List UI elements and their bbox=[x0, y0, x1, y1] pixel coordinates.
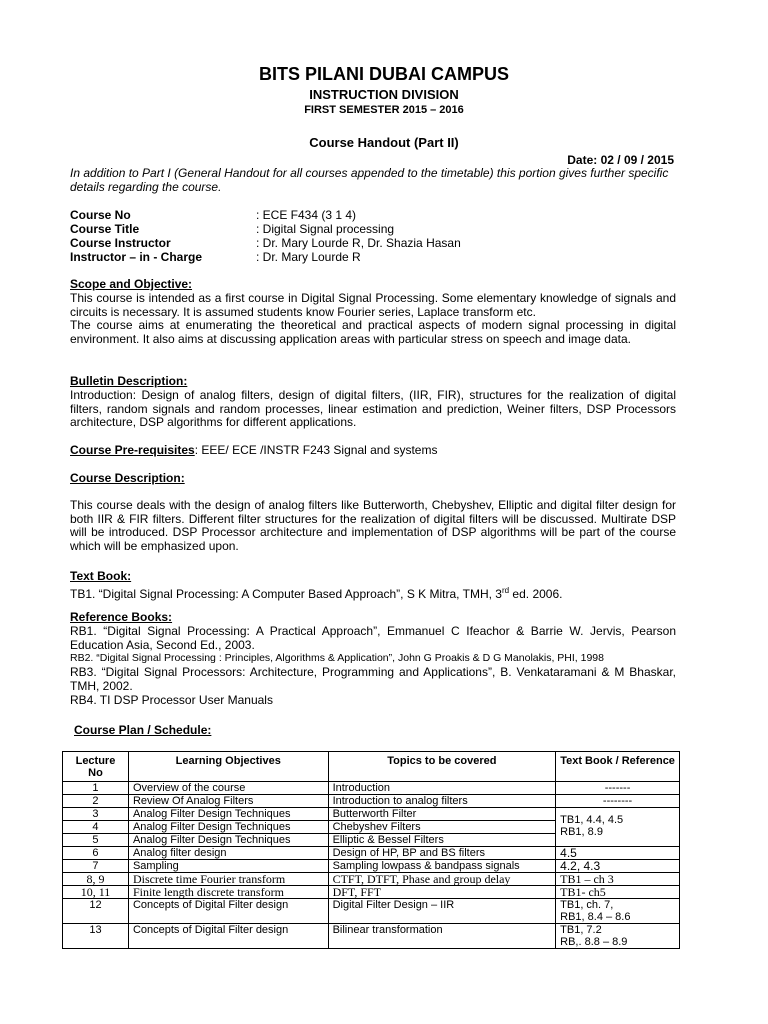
cell-ref bbox=[556, 899, 680, 924]
course-info-key: Instructor – in - Charge bbox=[70, 250, 203, 264]
prereq-text: : EEE/ ECE /INSTR F243 Signal and systems bbox=[194, 443, 438, 457]
cell-topic: Design of HP, BP and BS filters bbox=[328, 847, 556, 860]
campus-title: BITS PILANI DUBAI CAMPUS bbox=[258, 64, 509, 84]
reference-item: RB4. TI DSP Processor User Manuals bbox=[70, 692, 273, 707]
cell-no: 8, 9 bbox=[63, 873, 129, 886]
cell-objective: Finite length discrete transform bbox=[128, 886, 328, 899]
table-row bbox=[63, 860, 680, 873]
cell-ref-merged bbox=[556, 808, 680, 847]
cell-no: 7 bbox=[63, 860, 129, 873]
cell-ref: 4.5 bbox=[556, 847, 680, 860]
plan-section bbox=[74, 724, 680, 738]
ref-line: RB,. 8.8 – 8.9 bbox=[560, 936, 628, 948]
cell-objective: Review Of Analog Filters bbox=[128, 795, 328, 808]
course-info-row bbox=[70, 236, 461, 250]
ref-line: RB1, 8.4 – 8.6 bbox=[560, 911, 631, 923]
cell-topic: Sampling lowpass & bandpass signals bbox=[328, 860, 556, 873]
course-info-row bbox=[70, 222, 461, 236]
course-info-value: : ECE F434 (3 1 4) bbox=[256, 208, 357, 222]
header-topics: Topics to be covered bbox=[328, 752, 556, 782]
cell-objective: Sampling bbox=[128, 860, 328, 873]
cell-objective: Analog filter design bbox=[128, 847, 328, 860]
handout-title: Course Handout (Part II) bbox=[309, 135, 459, 150]
handout-date: Date: 02 / 09 / 2015 bbox=[567, 153, 674, 167]
course-info-row bbox=[70, 250, 461, 264]
description-section bbox=[70, 472, 676, 554]
cell-ref: -------- bbox=[556, 795, 680, 808]
reference-item: RB3. “Digital Signal Processors: Architecture, Programming and Applications”, B. Venkataramani & M Bhaskar, TMH, 2002. bbox=[70, 665, 676, 693]
intro-paragraph: In addition to Part I (General Handout for all courses appended to the timetable) this portion gives further specific details regarding the course. bbox=[70, 166, 669, 194]
cell-objective: Concepts of Digital Filter design bbox=[128, 924, 328, 949]
table-row bbox=[63, 847, 680, 860]
references-section bbox=[70, 611, 676, 708]
cell-no: 13 bbox=[63, 924, 129, 949]
cell-objective: Analog Filter Design Techniques bbox=[128, 808, 328, 821]
textbook-entry bbox=[70, 584, 676, 602]
table-row bbox=[63, 808, 680, 821]
cell-topic: Introduction bbox=[328, 782, 556, 795]
scope-section bbox=[70, 278, 676, 347]
textbook-text-after: ed. 2006. bbox=[509, 586, 563, 601]
cell-topic: Introduction to analog filters bbox=[328, 795, 556, 808]
cell-objective: Discrete time Fourier transform bbox=[128, 873, 328, 886]
cell-objective: Overview of the course bbox=[128, 782, 328, 795]
course-info-value: : Dr. Mary Lourde R bbox=[256, 250, 361, 264]
cell-no: 6 bbox=[63, 847, 129, 860]
description-paragraph: This course deals with the design of analog filters like Butterworth, Chebyshev, Elliptic and digital filter design for both IIR & FIR filters. Different filter structures for the realization of digital filters will be discussed. Multirate DSP will be introduced. DSP Processor architecture and implementation of DSP algorithms will be part of the course which will be emphasized upon. bbox=[70, 497, 676, 554]
cell-ref: TB1 – ch 3 bbox=[556, 873, 680, 886]
header-text-book: Text Book / Reference bbox=[556, 752, 680, 782]
ref-line: TB1, ch. 7, bbox=[560, 899, 614, 911]
bulletin-title: Bulletin Description: bbox=[70, 374, 188, 388]
bulletin-paragraph: Introduction: Design of analog filters, design of digital filters, (IIR, FIR), structures for the realization of digital filters, random signals and random processes, linear estimation and prediction, Weiner filters, DSP Processors architecture, DSP algorithms for different applications. bbox=[70, 387, 676, 430]
course-info-row bbox=[70, 208, 461, 222]
cell-topic: Chebyshev Filters bbox=[328, 821, 556, 834]
scope-title: Scope and Objective: bbox=[70, 277, 193, 291]
reference-item: RB2. “Digital Signal Processing : Principles, Algorithms & Application”, John G Proakis & D G Manolakis, PHI, 1998 bbox=[70, 652, 604, 665]
prereq-section bbox=[70, 444, 676, 458]
semester-title: FIRST SEMESTER 2015 – 2016 bbox=[304, 104, 464, 116]
bulletin-section bbox=[70, 375, 676, 430]
course-info-key: Course Instructor bbox=[70, 236, 171, 250]
division-title: INSTRUCTION DIVISION bbox=[309, 87, 459, 102]
cell-no: 12 bbox=[63, 899, 129, 924]
table-header-row bbox=[63, 752, 680, 782]
textbook-title: Text Book: bbox=[70, 569, 132, 583]
plan-title: Course Plan / Schedule: bbox=[74, 723, 212, 737]
header-lecture-no: Lecture No bbox=[63, 752, 129, 782]
header-learning-objectives: Learning Objectives bbox=[128, 752, 328, 782]
reference-item: RB1. “Digital Signal Processing: A Practical Approach”, Emmanuel C Ifeachor & Barrie W. Jervis, Pearson Education Asia, Second Ed., 2003. bbox=[70, 623, 676, 652]
cell-ref: TB1- ch5 bbox=[556, 886, 680, 899]
table-row bbox=[63, 886, 680, 899]
cell-no: 10, 11 bbox=[63, 886, 129, 899]
cell-topic: Butterworth Filter bbox=[328, 808, 556, 821]
ref-line: TB1, 7.2 bbox=[560, 924, 602, 936]
cell-topic: Elliptic & Bessel Filters bbox=[328, 834, 556, 847]
cell-objective: Analog Filter Design Techniques bbox=[128, 821, 328, 834]
scope-paragraph: The course aims at enumerating the theoretical and practical aspects of modern signal processing in digital environment. It also aims at discussing application areas with particular stress on speech and image data. bbox=[70, 318, 676, 347]
table-row bbox=[63, 899, 680, 924]
table-row bbox=[63, 782, 680, 795]
course-info-key: Course No bbox=[70, 208, 131, 222]
cell-ref bbox=[556, 924, 680, 949]
course-info bbox=[70, 208, 461, 264]
cell-objective: Analog Filter Design Techniques bbox=[128, 834, 328, 847]
cell-no: 4 bbox=[63, 821, 129, 834]
cell-topic: Bilinear transformation bbox=[328, 924, 556, 949]
cell-topic: CTFT, DTFT, Phase and group delay bbox=[328, 873, 556, 886]
course-plan-table bbox=[62, 751, 680, 949]
course-info-value: : Dr. Mary Lourde R, Dr. Shazia Hasan bbox=[256, 236, 461, 250]
cell-no: 1 bbox=[63, 782, 129, 795]
description-title: Course Description: bbox=[70, 471, 185, 485]
textbook-section bbox=[70, 570, 676, 602]
textbook-text: TB1. “Digital Signal Processing: A Computer Based Approach”, S K Mitra, TMH, 3 bbox=[70, 586, 502, 601]
course-info-value: : Digital Signal processing bbox=[256, 222, 395, 236]
table-row bbox=[63, 924, 680, 949]
scope-paragraph: This course is intended as a first course in Digital Signal Processing. Some elementary knowledge of signals and circuits is necessary. It is assumed students know Fourier series, Laplace transform etc. bbox=[70, 290, 676, 319]
table-row bbox=[63, 873, 680, 886]
ref-line: TB1, 4.4, 4.5 bbox=[560, 814, 624, 826]
course-info-key: Course Title bbox=[70, 222, 140, 236]
ref-line: RB1, 8.9 bbox=[560, 826, 603, 838]
cell-ref: 4.2, 4.3 bbox=[556, 860, 680, 873]
references-title: Reference Books: bbox=[70, 610, 173, 624]
cell-topic: DFT, FFT bbox=[328, 886, 556, 899]
cell-topic: Digital Filter Design – IIR bbox=[328, 899, 556, 924]
table-row bbox=[63, 795, 680, 808]
cell-no: 5 bbox=[63, 834, 129, 847]
cell-no: 2 bbox=[63, 795, 129, 808]
cell-ref: ------- bbox=[556, 782, 680, 795]
cell-objective: Concepts of Digital Filter design bbox=[128, 899, 328, 924]
prereq-title: Course Pre-requisites bbox=[70, 443, 195, 457]
cell-no: 3 bbox=[63, 808, 129, 821]
textbook-sup: rd bbox=[501, 585, 510, 595]
